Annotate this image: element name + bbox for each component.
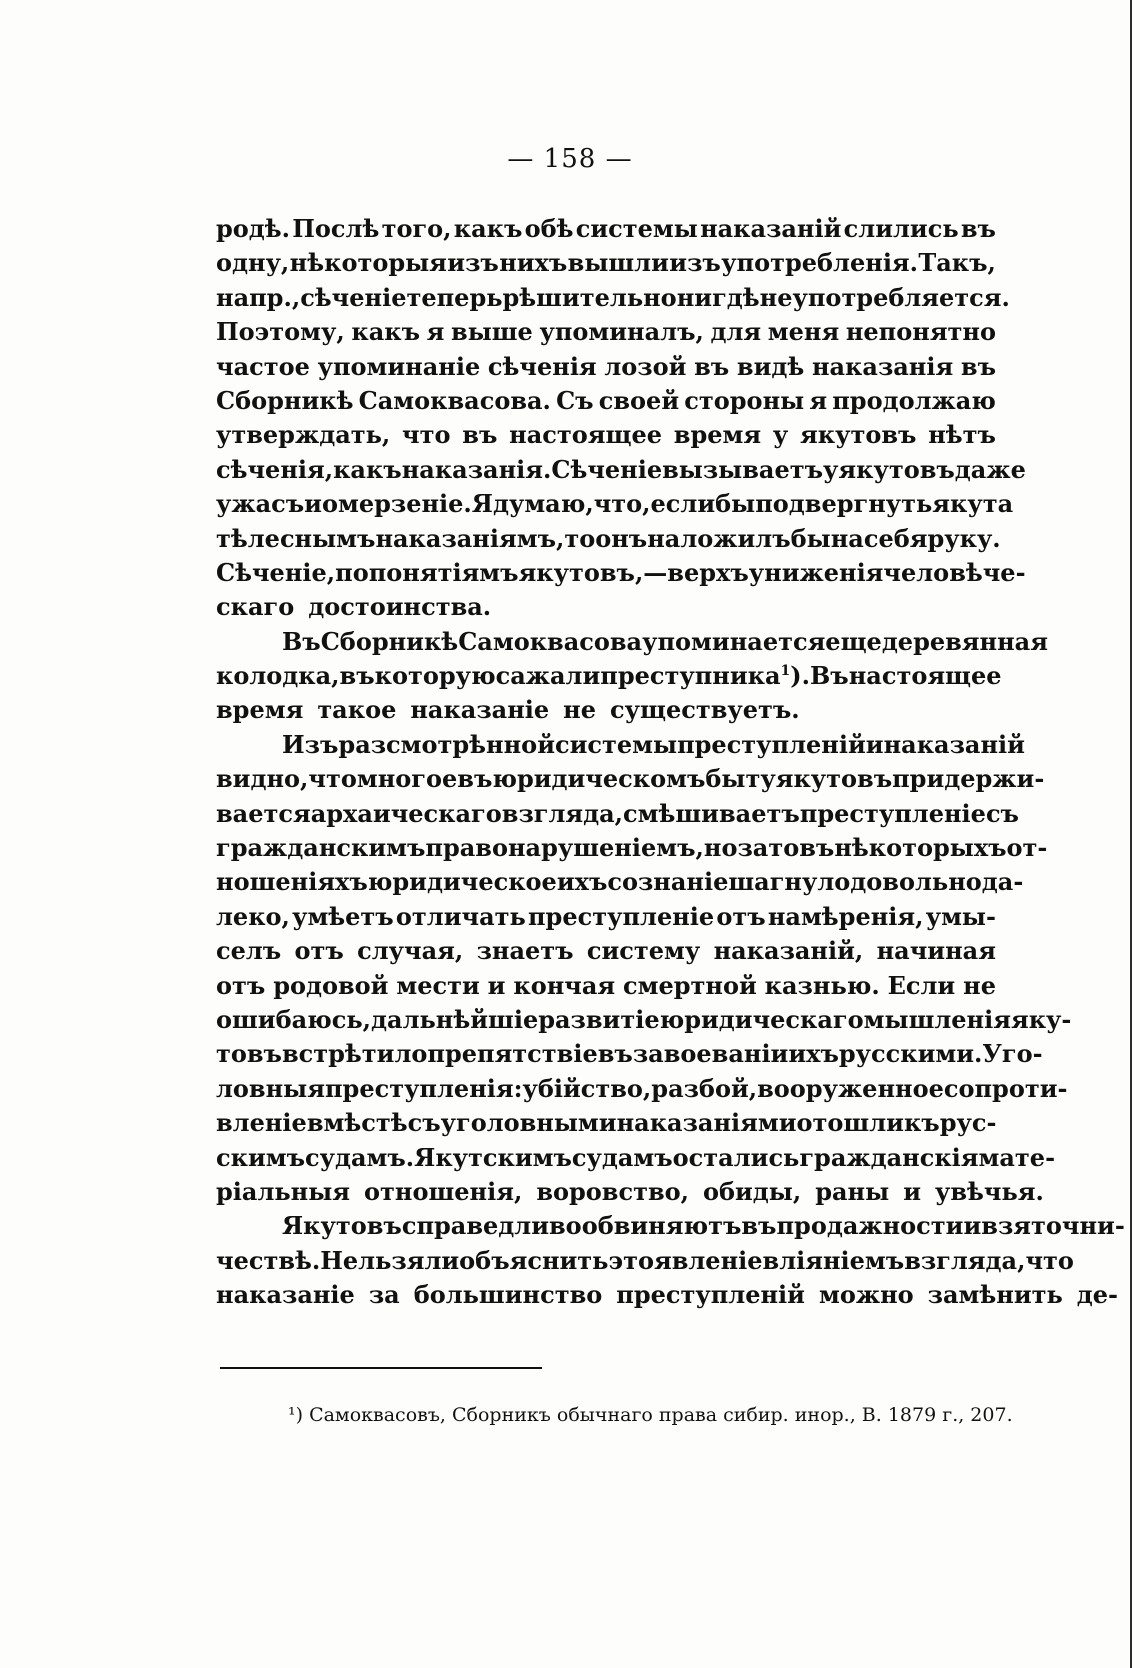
text-line (216, 315, 996, 349)
word: униженія (748, 557, 884, 587)
word: судамъ. (305, 1142, 415, 1172)
word: существуетъ. (610, 695, 800, 725)
word: вышли (567, 248, 669, 278)
word: ихъ (788, 1039, 839, 1069)
word: правонарушеніемъ, (425, 833, 704, 863)
word: какъ (351, 317, 420, 347)
footnote: ¹) Самоквасовъ, Сборникъ обычнаго права сибир. инор., В. 1879 г., 207. (288, 1404, 1013, 1426)
word: подвергнуть (755, 489, 933, 519)
word: якутовъ,—верхъ (518, 557, 749, 587)
word: Самоквасова. (358, 385, 551, 415)
word: разбой, (651, 1073, 758, 1103)
word: сознаніе (607, 867, 729, 897)
word: своей (598, 385, 680, 415)
word: кончая (513, 970, 616, 1000)
word: сажали (495, 661, 601, 691)
word: Якутовъ (282, 1211, 402, 1241)
word: нигдѣ (676, 282, 760, 312)
word: настоящее (848, 661, 1002, 691)
word: изъ (447, 248, 499, 278)
word: настоящее (509, 420, 663, 450)
word: якутовъ (838, 454, 955, 484)
word: юридическое (367, 867, 557, 897)
word: изъ (669, 248, 721, 278)
word: Сѣченіе, (216, 557, 336, 587)
word: юридическаго (659, 1004, 864, 1034)
word: якутовъ (800, 420, 917, 450)
text-line (216, 246, 996, 280)
word: и (487, 970, 506, 1000)
word: Сборникѣ (320, 626, 459, 656)
word: Якутскимъ (414, 1142, 572, 1172)
word: наказаніе (216, 1280, 355, 1310)
text-line (216, 1175, 1044, 1209)
word: какъ (333, 454, 402, 484)
word: что (402, 420, 451, 450)
word: слились (843, 214, 959, 243)
word: справедливо (401, 1211, 582, 1241)
word: де- (1076, 1280, 1119, 1310)
word: ошибаюсь, (216, 1004, 372, 1034)
word: Поэтому, (216, 317, 345, 347)
word: ли (424, 1245, 460, 1275)
word: нихъ (499, 248, 568, 278)
word: въ (339, 661, 375, 691)
word: преступленій (616, 1280, 805, 1310)
word: вооруженное (757, 1073, 944, 1103)
word: разсмотрѣнной (338, 729, 555, 759)
word: сѣченія, (216, 454, 334, 484)
text-line (216, 384, 996, 418)
word: на (830, 523, 864, 553)
word: къ (903, 1108, 940, 1138)
word: онъ (595, 523, 648, 553)
word: встрѣтило (281, 1039, 428, 1069)
word: бы (790, 523, 831, 553)
word: умѣетъ (292, 901, 394, 931)
word: время (216, 695, 304, 725)
word: я (809, 385, 828, 415)
word: меня (767, 317, 840, 347)
word: наказаніямъ, (375, 523, 565, 553)
word: непонятно (845, 317, 996, 347)
text-line (216, 625, 1048, 659)
word: преступника (600, 661, 781, 691)
word: Сѣченіе (551, 454, 663, 484)
word: системы (555, 729, 678, 759)
word: наказаніями (616, 1108, 797, 1138)
word: продажности (776, 1211, 964, 1241)
page-edge-shadow (1130, 0, 1132, 1668)
word: чествѣ. (216, 1245, 321, 1275)
body-text (216, 212, 1125, 1313)
word: преступленіе (799, 798, 986, 828)
word: скимъ (216, 1142, 306, 1172)
word: убійство, (522, 1073, 652, 1103)
word: сѣченія (487, 351, 597, 381)
word: что, (593, 489, 651, 519)
word: того, (381, 214, 452, 243)
word: явленіе (653, 1245, 763, 1275)
word: нѣкоторыя (289, 248, 447, 278)
word: нѣкоторыхъ (834, 833, 1007, 863)
word: у (823, 454, 839, 484)
word: употребляется. (792, 282, 1010, 312)
word: рус- (939, 1108, 997, 1138)
word: отношенія, (364, 1176, 523, 1206)
word: развитіе (538, 1004, 660, 1034)
text-line (216, 350, 996, 384)
word: ихъ (556, 867, 608, 897)
word: многое (356, 764, 458, 794)
text-line (216, 797, 1019, 831)
word: товъ (216, 1039, 282, 1069)
word: Въ (810, 661, 849, 691)
word: замѣнить (927, 1280, 1063, 1310)
word: можно (818, 1280, 914, 1310)
word: случая, (357, 936, 464, 966)
word: въ (694, 351, 730, 381)
word: Сборникѣ (216, 385, 354, 415)
paragraph (216, 1209, 1125, 1312)
paragraph (216, 728, 1072, 1209)
word: въ (597, 1039, 633, 1069)
word: отъ (294, 936, 344, 966)
word: наказаній (883, 729, 1025, 759)
text-line (216, 1244, 1074, 1278)
word: вается (216, 798, 311, 828)
word: системы (575, 214, 698, 243)
word: гражданскія (799, 1142, 979, 1172)
word: селъ (216, 936, 282, 966)
word: видно, (216, 764, 309, 794)
word: отъ (716, 901, 766, 931)
word: воровство, (536, 1176, 689, 1206)
word: препятствіе (427, 1039, 598, 1069)
word: себя (863, 523, 928, 553)
word: и (865, 729, 884, 759)
text-line (216, 590, 996, 624)
word: дальнѣйшіе (371, 1004, 539, 1034)
word: взгляда, (904, 1245, 1026, 1275)
word: мышленія (863, 1004, 1011, 1034)
word: объяснить (459, 1245, 609, 1275)
word: въ (741, 1211, 777, 1241)
word: упоминаніе (317, 351, 481, 381)
word: наказанія (811, 351, 954, 381)
word: упоминалъ, (539, 317, 704, 347)
word: ужасъ (216, 489, 305, 519)
word: Въ (282, 626, 321, 656)
text-line (216, 728, 1025, 762)
word: бы (715, 489, 756, 519)
word: сопроти- (943, 1073, 1068, 1103)
word: гражданскимъ (216, 833, 426, 863)
word: обиды, (702, 1176, 802, 1206)
word: раны (815, 1176, 890, 1206)
word: казнью. (764, 970, 880, 1000)
word: взгляда, (501, 798, 624, 828)
word: мести (396, 970, 480, 1000)
word: остались (672, 1142, 800, 1172)
word: въ (457, 764, 493, 794)
word: что (308, 764, 357, 794)
word: знаетъ (476, 936, 574, 966)
word: придержи- (892, 764, 1045, 794)
word: обвиняютъ (581, 1211, 742, 1241)
word: для (710, 317, 762, 347)
word: деревянная (881, 626, 1048, 656)
word: понятіямъ (368, 557, 519, 587)
text-line (216, 900, 996, 934)
word: обѣ (524, 214, 574, 243)
paragraph (216, 212, 1026, 625)
word: Если (887, 970, 956, 1000)
word: якутовъ (775, 764, 893, 794)
word: я (426, 317, 445, 347)
footnote-mark: 1 (780, 663, 791, 680)
word: увѣчья. (935, 1176, 1044, 1206)
word: по (335, 557, 369, 587)
word: и (963, 1211, 982, 1241)
word: довольно (850, 867, 982, 897)
word: колодка, (216, 661, 340, 691)
word: судамъ (571, 1142, 673, 1172)
word: Нельзя (320, 1245, 425, 1275)
word: съ (985, 798, 1019, 828)
text-line (216, 522, 1001, 556)
word: напр., (216, 282, 301, 312)
text-line (216, 556, 1026, 590)
word: родѣ. (216, 214, 291, 243)
word: да- (981, 867, 1024, 897)
word: Съ (556, 385, 594, 415)
word: умы- (925, 901, 996, 931)
word: еще (825, 626, 882, 656)
word: ловныя (216, 1073, 325, 1103)
word: употребленія. (721, 248, 919, 278)
word: но (703, 833, 738, 863)
text-line (216, 831, 1048, 865)
word: леко, (216, 901, 290, 931)
word: стороны (684, 385, 805, 415)
word: омерзеніе. (321, 489, 472, 519)
text-line (216, 762, 1045, 796)
word: сѣченіе (300, 282, 407, 312)
word: частое (216, 351, 310, 381)
word: Такъ, (918, 248, 996, 278)
word: въ (960, 214, 996, 243)
word: Изъ (282, 729, 339, 759)
text-line (216, 865, 1024, 899)
text-line (216, 1072, 1068, 1106)
word: теперь (406, 282, 503, 312)
word: вленіе (216, 1108, 307, 1138)
word: видѣ (736, 351, 805, 381)
text-line (216, 1003, 1072, 1037)
word: вмѣстѣ (306, 1108, 408, 1138)
text-line (216, 418, 996, 452)
word: нѣтъ (928, 420, 996, 450)
word: человѣче- (883, 557, 1026, 587)
word: быту (705, 764, 776, 794)
word: наказанія. (401, 454, 552, 484)
word: одну, (216, 248, 290, 278)
word: это (608, 1245, 654, 1275)
text-line (216, 212, 996, 246)
word: преступленіе (527, 901, 715, 931)
word: выше (451, 317, 533, 347)
word: то (768, 833, 800, 863)
word: руку. (927, 523, 1001, 553)
text-line (216, 453, 1026, 487)
word: и (903, 1176, 921, 1206)
word: не (563, 695, 597, 725)
word: Я (471, 489, 493, 519)
word: въ (462, 420, 498, 450)
word: смѣшиваетъ (623, 798, 800, 828)
word: наказаній, (713, 936, 864, 966)
word: якута (932, 489, 1014, 519)
word: достоинства. (308, 592, 492, 622)
word: то (564, 523, 596, 553)
word: скаго (216, 592, 295, 622)
word: взяточни- (981, 1211, 1125, 1241)
text-line (216, 1278, 1119, 1312)
text-line (216, 934, 996, 968)
word: уголовными (440, 1108, 617, 1138)
text-line (216, 281, 1010, 315)
word: отъ (216, 970, 266, 1000)
word: систему (586, 936, 701, 966)
word: вызываетъ (662, 454, 824, 484)
word: преступленій (677, 729, 866, 759)
word: от- (1006, 833, 1048, 863)
word: даже (954, 454, 1026, 484)
word: которую (374, 661, 496, 691)
word: не (963, 970, 996, 1000)
word: смертной (623, 970, 757, 1000)
paragraph (216, 625, 1048, 728)
word: намѣренія, (767, 901, 924, 931)
word: за (737, 833, 769, 863)
word: архаическаго (310, 798, 502, 828)
word: Самоквасова (458, 626, 643, 656)
word: тѣлеснымъ (216, 523, 376, 553)
text-line (216, 1209, 1125, 1243)
word: какъ (453, 214, 523, 243)
word: съ (407, 1108, 441, 1138)
word: такое (317, 695, 397, 725)
text-line (216, 487, 1014, 521)
word: мате- (978, 1142, 1056, 1172)
word: большинство (413, 1280, 603, 1310)
word: ріальныя (216, 1176, 351, 1206)
text-line (216, 1037, 1043, 1071)
text-line (216, 659, 1002, 693)
word: родовой (273, 970, 389, 1000)
word: яку- (1010, 1004, 1072, 1034)
word: въ (799, 833, 835, 863)
word: русскими. (838, 1039, 983, 1069)
word: въ (960, 351, 996, 381)
word: отличать (395, 901, 526, 931)
word: лозой (604, 351, 687, 381)
word: отошли (796, 1108, 904, 1138)
word: наказаній (700, 214, 842, 243)
word: продолжаю (832, 385, 996, 415)
text-line (216, 969, 996, 1003)
page-number: — 158 — (507, 144, 633, 174)
word: наказаніе (410, 695, 550, 725)
word: время (673, 420, 762, 450)
word: Послѣ (292, 214, 380, 243)
word: Уго- (982, 1039, 1043, 1069)
word: утверждать, (216, 420, 391, 450)
word: что (1025, 1245, 1074, 1275)
word: не (759, 282, 793, 312)
word: наложилъ (647, 523, 791, 553)
word: шагнуло (728, 867, 851, 897)
word: упоминается (642, 626, 826, 656)
word: завоеваніи (632, 1039, 789, 1069)
word: если (650, 489, 716, 519)
word: юридическомъ (492, 764, 706, 794)
footnote-divider (220, 1367, 542, 1369)
word: рѣшительно (502, 282, 677, 312)
text-line (216, 693, 996, 727)
text-line (216, 1141, 1056, 1175)
footnote-mark-close: ). (790, 661, 811, 691)
word: у (772, 420, 789, 450)
word: начиная (876, 936, 996, 966)
word: преступленія: (324, 1073, 523, 1103)
word: вліяніемъ (762, 1245, 905, 1275)
word: и (304, 489, 322, 519)
word: за (368, 1280, 400, 1310)
word: думаю, (492, 489, 594, 519)
word: ношеніяхъ (216, 867, 368, 897)
text-line (216, 1106, 996, 1140)
footnote-reference (781, 659, 810, 693)
